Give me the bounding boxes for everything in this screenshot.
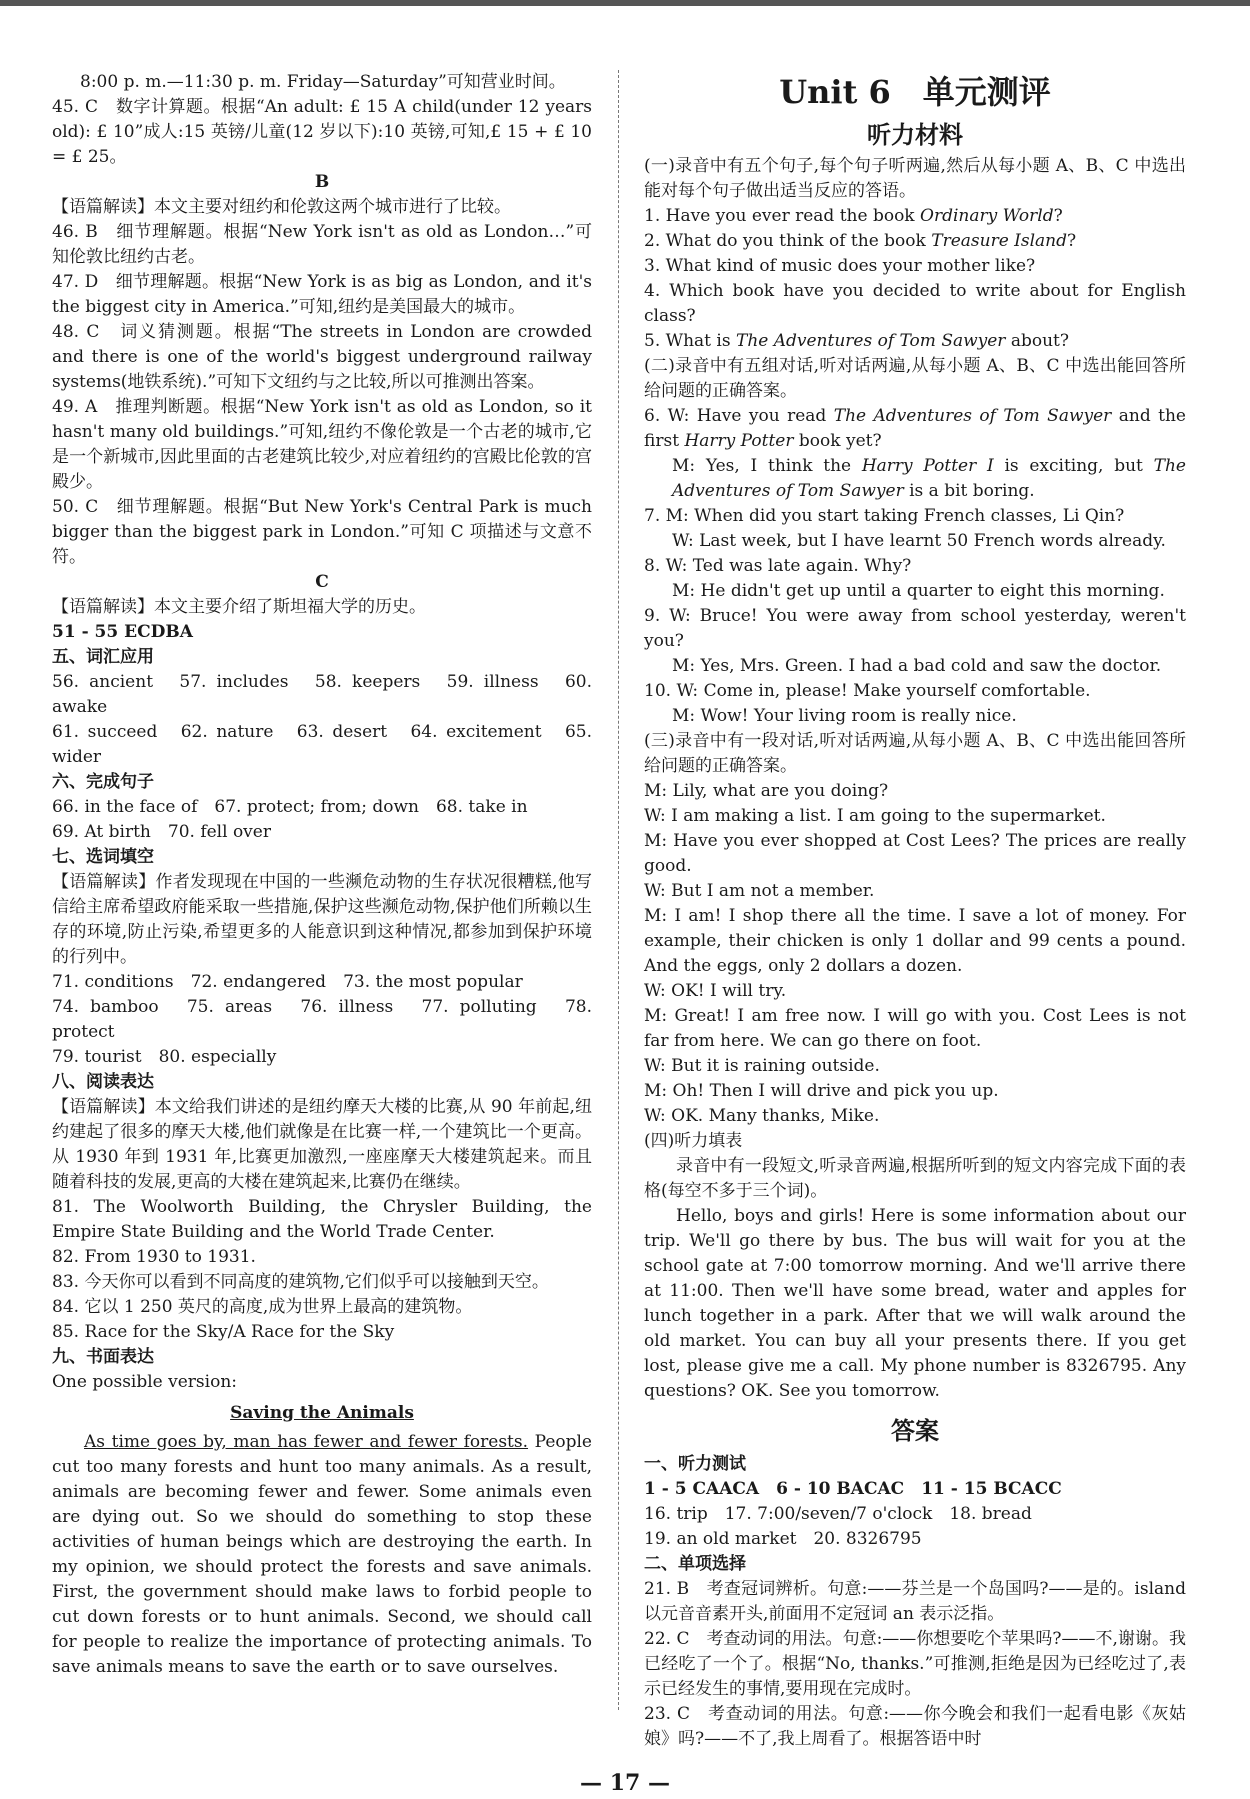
q2-end: ? [1067, 231, 1077, 251]
section-b-heading: B [314, 172, 330, 192]
q2-title: Treasure Island [931, 231, 1068, 251]
answer-83: 83. 今天你可以看到不同高度的建筑物,它们似乎可以接触到天空。 [52, 1272, 549, 1292]
section-5-heading: 五、词汇应用 [52, 647, 154, 667]
dialog-7-m: 7. M: When did you start taking French classes, Li Qin? [644, 506, 1125, 526]
answer-49: 49. A 推理判断题。根据“New York isn't as old as London, so it hasn't many old buildings.”可知,纽约不像伦敦是一个古老的城市,它是一个新城市,因此里面的古老建筑比较少,对应着纽约的宫殿比伦敦的宫殿少。 [52, 397, 592, 492]
left-column [52, 70, 592, 1680]
answer-46: 46. B 细节理解题。根据“New York isn't as old as London…”可知伦敦比纽约古老。 [52, 222, 592, 267]
section-7-heading: 七、选词填空 [52, 847, 154, 867]
section-8-heading: 八、阅读表达 [52, 1072, 154, 1092]
conversation-line: W: But I am not a member. [644, 881, 875, 901]
question-5 [644, 329, 1186, 354]
d6w-mid: and the first [644, 406, 1186, 451]
vocab-line-1: 56. ancient 57. includes 58. keepers 59. illness 60. awake [52, 672, 592, 717]
passage-summary-7: 【语篇解读】作者发现现在中国的一些濒危动物的生存状况很糟糕,他写信给主席希望政府能采取一些措施,保护这些濒危动物,保护他们所赖以生存的环境,防止污染,希望更多的人能意识到这种情况,都参加到保护环境的行列中。 [52, 872, 592, 967]
q5-text: 5. What is [644, 331, 736, 351]
q2-text: 2. What do you think of the book [644, 231, 932, 251]
word-fill-line-1: 71. conditions 72. endangered 73. the most popular [52, 972, 523, 992]
dialog-6-w [644, 404, 1186, 454]
answers-line-2: 16. trip 17. 7:00/seven/7 o'clock 18. bread [644, 1504, 1032, 1524]
answer-47: 47. D 细节理解题。根据“New York is as big as London, and it's the biggest city in America.”可知,纽约是美国最大的城市。 [52, 272, 592, 317]
dialog-9-m: M: Yes, Mrs. Green. I had a bad cold and saw the doctor. [672, 656, 1162, 676]
dialog-10-m: M: Wow! Your living room is really nice. [672, 706, 1017, 726]
listening-title: 听力材料 [867, 120, 963, 149]
passage-summary-8: 【语篇解读】本文给我们讲述的是纽约摩天大楼的比赛,从 90 年前起,纽约建起了很多的摩天大楼,他们就像是在比赛一样,一个建筑比一个更高。从 1930 年到 1931 年,比赛更加激烈,一座座摩天大楼建筑起来。而且随着科技的发展,更高的大楼在建筑起来,比赛仍在继续。 [52, 1097, 592, 1192]
conversation-line: M: I am! I shop there all the time. I save a lot of money. For example, their chicken is only 1 dollar and 99 cents a pound. And the eggs, only 2 dollars a dozen. [644, 906, 1186, 976]
dialog-6-m [644, 454, 1186, 504]
conversation-line: W: But it is raining outside. [644, 1056, 880, 1076]
part4-passage: Hello, boys and girls! Here is some information about our trip. We'll go there by bus. The bus will wait for you at the school gate at 7:00 tomorrow morning. And we'll arrive there at 11:00. Then we'll have some bread, water and apples for lunch together in a park. After that we will walk around the old market. You can buy all your presents there. If you get lost, please give me a call. My phone number is 8326795. Any questions? OK. See you tomorrow. [644, 1206, 1186, 1401]
right-column [644, 70, 1186, 1752]
answers-title: 答案 [891, 1416, 939, 1445]
dialog-10-w: 10. W: Come in, please! Make yourself comfortable. [644, 681, 1091, 701]
conversation-line: M: Oh! Then I will drive and pick you up. [644, 1081, 999, 1101]
d6w-title2: Harry Potter [684, 431, 794, 451]
q5-end: about? [1005, 331, 1069, 351]
answer-45: 45. C 数字计算题。根据“An adult: £ 15 A child(under 12 years old): £ 10”成人:15 英镑/儿童(12 岁以下):10 英镑,可知,£ 15 + £ 10 = £ 25。 [52, 97, 592, 167]
word-fill-line-3: 79. tourist 80. especially [52, 1047, 277, 1067]
section-9-heading: 九、书面表达 [52, 1347, 154, 1367]
part1-instructions: (一)录音中有五个句子,每个句子听两遍,然后从每小题 A、B、C 中选出能对每个句子做出适当反应的答语。 [644, 156, 1186, 201]
d6m-title1: Harry Potter I [861, 456, 994, 476]
dialog-8-m: M: He didn't get up until a quarter to eight this morning. [672, 581, 1165, 601]
question-1 [644, 204, 1186, 229]
passage-summary-c: 【语篇解读】本文主要介绍了斯坦福大学的历史。 [52, 597, 426, 617]
possible-version-label: One possible version: [52, 1372, 237, 1392]
d6m-mid: is exciting, but [993, 456, 1154, 476]
section-6-heading: 六、完成句子 [52, 772, 154, 792]
answer-82: 82. From 1930 to 1931. [52, 1247, 256, 1267]
q1-title: Ordinary World [920, 206, 1054, 226]
dialog-8-w: 8. W: Ted was late again. Why? [644, 556, 912, 576]
part4-title: (四)听力填表 [644, 1131, 743, 1151]
unit-title: Unit 6 单元测评 [779, 73, 1051, 111]
top-rule [0, 0, 1250, 6]
answers-line-1: 1 - 5 CAACA 6 - 10 BACAC 11 - 15 BCACC [644, 1479, 1062, 1499]
vocab-line-2: 61. succeed 62. nature 63. desert 64. excitement 65. wider [52, 722, 592, 767]
q1-text: 1. Have you ever read the book [644, 206, 921, 226]
column-divider [618, 70, 619, 1710]
sentence-line-1: 66. in the face of 67. protect; from; down 68. take in [52, 797, 528, 817]
question-4: 4. Which book have you decided to write about for English class? [644, 281, 1186, 326]
answer-85: 85. Race for the Sky/A Race for the Sky [52, 1322, 395, 1342]
conversation-line: M: Lily, what are you doing? [644, 781, 889, 801]
essay-rest: People cut too many forests and hunt too many animals. As a result, animals are becoming fewer and fewer. Some animals even are dying out. So we should do something to stop these activities of human beings which are destroying the earth. In my opinion, we should protect the forests and save animals. First, the government should make laws to forbid people to cut down forests or to hunt animals. Second, we should call for people to realize the importance of protecting animals. To save animals means to save the earth or to save ourselves. [52, 1432, 592, 1677]
answer-line: 8:00 p. m.—11:30 p. m. Friday—Saturday”可知营业时间。 [80, 72, 566, 92]
answer-84: 84. 它以 1 250 英尺的高度,成为世界上最高的建筑物。 [52, 1297, 473, 1317]
passage-summary-b: 【语篇解读】本文主要对纽约和伦敦这两个城市进行了比较。 [52, 197, 511, 217]
conversation-line: M: Great! I am free now. I will go with you. Cost Lees is not far from here. We can go there on foot. [644, 1006, 1186, 1051]
answers-line-3: 19. an old market 20. 8326795 [644, 1529, 922, 1549]
conversation-line: M: Have you ever shopped at Cost Lees? The prices are really good. [644, 831, 1186, 876]
d6w-title1: The Adventures of Tom Sawyer [833, 406, 1112, 426]
d6w-text: 6. W: Have you read [644, 406, 834, 426]
answer-48: 48. C 词义猜测题。根据“The streets in London are crowded and there is one of the world's biggest underground railway systems(地铁系统).”可知下文纽约与之比较,所以可推测出答案。 [52, 322, 592, 392]
part3-instructions: (三)录音中有一段对话,听对话两遍,从每小题 A、B、C 中选出能回答所给问题的正确答案。 [644, 731, 1186, 776]
d6m-text: M: Yes, I think the [672, 456, 862, 476]
conversation-line: W: OK. Many thanks, Mike. [644, 1106, 880, 1126]
answer-50: 50. C 细节理解题。根据“But New York's Central Park is much bigger than the biggest park in London.”可知 C 项描述与文意不符。 [52, 497, 592, 567]
essay-underlined-sentence: As time goes by, man has fewer and fewer forests. [84, 1432, 529, 1452]
answer-23: 23. C 考查动词的用法。句意:——你今晚会和我们一起看电影《灰姑娘》吗?——不了,我上周看了。根据答语中时 [644, 1704, 1186, 1749]
part2-instructions: (二)录音中有五组对话,听对话两遍,从每小题 A、B、C 中选出能回答所给问题的正确答案。 [644, 356, 1186, 401]
dialog-9-w: 9. W: Bruce! You were away from school yesterday, weren't you? [644, 606, 1186, 651]
d6w-end: book yet? [793, 431, 882, 451]
q5-title: The Adventures of Tom Sawyer [735, 331, 1006, 351]
part4-instructions: 录音中有一段短文,听录音两遍,根据所听到的短文内容完成下面的表格(每空不多于三个词)。 [644, 1156, 1186, 1201]
answers-section-1: 一、听力测试 [644, 1454, 746, 1474]
conversation-line: W: OK! I will try. [644, 981, 787, 1001]
word-fill-line-2: 74. bamboo 75. areas 76. illness 77. polluting 78. protect [52, 997, 592, 1042]
sentence-line-2: 69. At birth 70. fell over [52, 822, 271, 842]
answer-81: 81. The Woolworth Building, the Chrysler Building, the Empire State Building and the World Trade Center. [52, 1197, 592, 1242]
essay-title: Saving the Animals [230, 1403, 414, 1423]
question-2 [644, 229, 1186, 254]
answer-21: 21. B 考查冠词辨析。句意:——芬兰是一个岛国吗?——是的。island 以元音音素开头,前面用不定冠词 an 表示泛指。 [644, 1579, 1186, 1624]
conversation-line: W: I am making a list. I am going to the supermarket. [644, 806, 1106, 826]
answer-51-55: 51 - 55 ECDBA [52, 622, 193, 642]
page-number: — 17 — [580, 1770, 670, 1796]
d6m-title2: The Adventures of Tom Sawyer [672, 456, 1186, 501]
q1-end: ? [1053, 206, 1063, 226]
dialog-7-w: W: Last week, but I have learnt 50 French words already. [672, 531, 1166, 551]
essay-body [52, 1430, 592, 1680]
answer-22: 22. C 考查动词的用法。句意:——你想要吃个苹果吗?——不,谢谢。我已经吃了一个了。根据“No, thanks.”可推测,拒绝是因为已经吃过了,表示已经发生的事情,要用现在完成时。 [644, 1629, 1186, 1699]
question-3: 3. What kind of music does your mother like? [644, 256, 1036, 276]
section-c-heading: C [315, 572, 329, 592]
answers-section-2: 二、单项选择 [644, 1554, 746, 1574]
d6m-end: is a bit boring. [903, 481, 1035, 501]
